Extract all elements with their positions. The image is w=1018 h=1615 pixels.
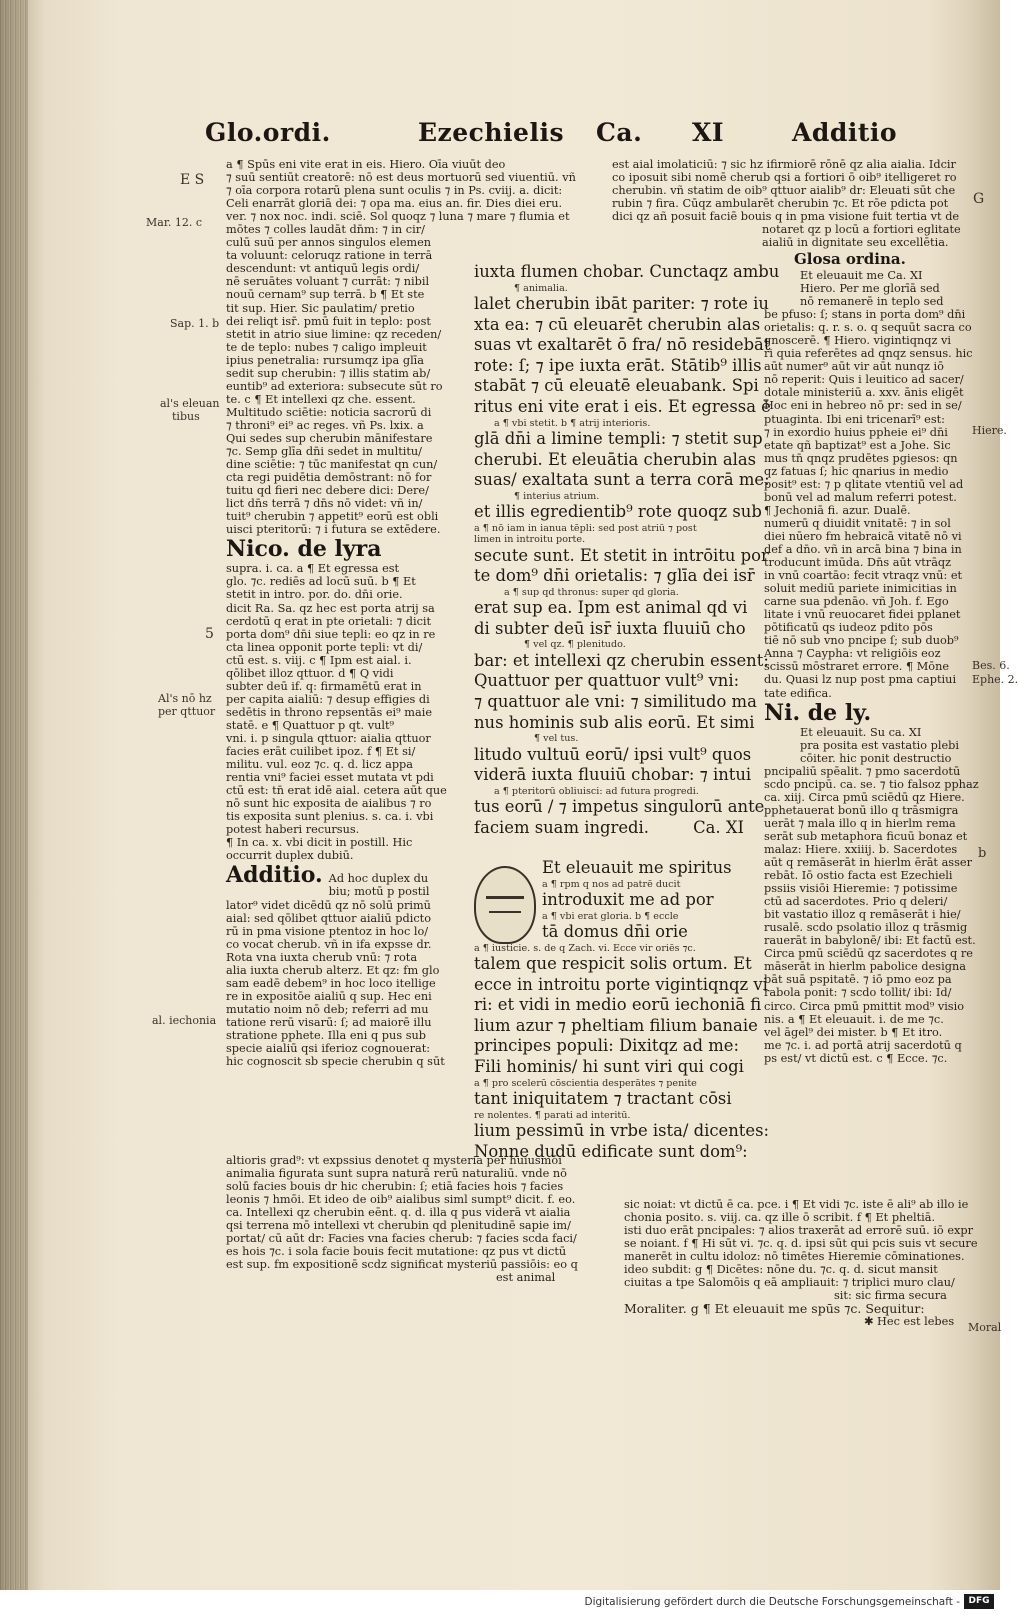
text-line: ideo subdit: g ¶ Dicētes: nōne du. ⁊c. q. d. sicut mansit: [624, 1263, 938, 1277]
main-text-line: talem que respicit solis ortum. Et: [474, 954, 752, 973]
text-line: statē. e ¶ Quattuor p qt. vult⁹: [226, 718, 395, 732]
text-line: qsi terrena mō intellexi vt cherubin qd plenitudinē sapie im/: [226, 1219, 571, 1233]
text-line: co vocat cherub. vñ in ifa expsse dr.: [226, 937, 432, 951]
text-line: tuitu qd fieri nec debere dici: Dere/: [226, 484, 429, 498]
text-line: ⁊ throni⁹ ei⁹ ac reges. vñ Ps. lxix. a: [226, 418, 424, 432]
main-text-line: tā domus dn̄i orie: [542, 922, 688, 941]
right-commentary-bottom: [624, 1198, 978, 1338]
main-text-line: te dom⁹ dn̄i orietalis: ⁊ glīa dei isr̄: [474, 566, 755, 586]
text-line: pssiis visiōi Hieremie: ⁊ potissime: [764, 882, 958, 896]
text-line: re in expositōe aialiū q sup. Hec eni: [226, 989, 432, 1003]
text-line: dici qz añ posuit faciē bouis q in pma visione fuit tertia vt de: [612, 210, 960, 224]
marginal-note: Mar. 12. c: [146, 216, 203, 229]
text-line: leonis ⁊ hmōi. Et ideo de oib⁹ aialibus siml sumpt⁹ dicit. f. eo.: [226, 1193, 576, 1207]
main-text-line: nus hominis sub alis eorū. Et simi: [474, 712, 755, 732]
text-line: cōiter. hic ponit destructio: [800, 751, 952, 765]
interlinear-gloss: a ¶ pro scelerū cōscientia desperātes ⁊ penite: [474, 1077, 697, 1089]
funding-credit: Digitalisierung gefördert durch die Deutsche Forschungsgemeinschaft -: [584, 1596, 960, 1608]
text-line: ta voluunt: celoruqz ratione in terrā: [226, 249, 433, 263]
main-text-line: stabāt ⁊ cū eleuatē eleuabank. Spi: [474, 376, 759, 396]
main-text-line: ⁊ quattuor ale vni: ⁊ similitudo ma: [474, 691, 757, 711]
main-text-line: suas vt exaltarēt ō fra/ nō residebāt: [474, 335, 771, 355]
text-line: dine sciētie: ⁊ tūc manifestat qn cun/: [226, 458, 438, 472]
text-line: me ⁊c. i. ad portā atrij sacerdotū q: [764, 1038, 962, 1052]
text-line: militu. vul. eoz ⁊c. q. d. licz appa: [226, 758, 414, 772]
text-line: scdo pncipū. ca. se. ⁊ tio falsoz pphaz: [764, 777, 979, 791]
text-line: ¶ In ca. x. vbi dicit in postill. Hic: [226, 836, 413, 850]
marginal-note: b: [978, 846, 987, 861]
marginal-note: tibus: [172, 410, 200, 423]
text-line: ptuaginta. Ibi eni tricenarī⁹ est:: [764, 412, 945, 426]
right-commentary-top: [612, 158, 972, 250]
interlinear-gloss: ¶ vel tus.: [534, 733, 579, 745]
text-line: malaz: Hiere. xxiiij. b. Sacerdotes: [764, 842, 958, 856]
text-line: sam eadē debem⁹ in hoc loco itellige: [226, 976, 436, 990]
text-line: isti duo erāt pncipales: ⁊ alios traxerāt ad errorē suū. iō expr: [624, 1224, 974, 1238]
text-line: tis exposita sunt plenius. s. ca. i. vbi: [226, 810, 434, 824]
text-line: dicit Ra. Sa. qz hec est porta atrij sa: [226, 601, 435, 615]
text-line: posit⁹ est: ⁊ p qlitate vtentiū vel ad: [764, 477, 964, 491]
text-line: rentia vni⁹ faciei esset mutata vt pdi: [226, 771, 434, 785]
text-line: mus tn̄ qnqz prudētes pgiesos: qn: [764, 451, 958, 465]
text-line: Hiero. Per me glorīā sed: [800, 282, 940, 296]
section-heading-glosa-ordinaria: Glosa ordina.: [794, 250, 906, 268]
text-line: sit: sic firma secura: [834, 1289, 947, 1303]
main-biblical-text-block-2: [474, 858, 769, 1198]
main-text-line: faciem suam ingredi.: [474, 817, 649, 837]
text-line: nouū cernam⁹ sup terrā. b ¶ Et ste: [226, 288, 425, 302]
text-line: sedit sup cherubin: ⁊ illis statim ab/: [226, 366, 431, 380]
main-text-line: Fili hominis/ hi sunt viri qui cogi: [474, 1056, 744, 1076]
interlinear-gloss: a ¶ iusticie. s. de q Zach. vi. Ecce vir oriēs ⁊c.: [474, 942, 696, 954]
text-line: se noiant. f ¶ Hi sūt vi. ⁊c. q. d. ipsi sūt qui pcis suis vt secure: [624, 1237, 978, 1251]
main-text-line: glā dn̄i a limine templi: ⁊ stetit sup: [474, 428, 763, 448]
header-chapter-number: XI: [692, 118, 725, 147]
text-line: numerū q diuidit vnitatē: ⁊ in sol: [764, 516, 951, 530]
interlinear-gloss: a ¶ vbi stetit. b ¶ atrij interioris.: [494, 417, 651, 429]
text-line: culū suū per annos singulos elemen: [226, 236, 432, 250]
text-line: qz fatuas ſ; hic qnarius in medio: [764, 464, 949, 478]
text-line: ctū est. s. viij. c ¶ Ipm est aial. i.: [226, 653, 412, 667]
text-line: ciuitas a tpe Salomōis q eā ampliauit: ⁊ triplici muro clau/: [624, 1276, 955, 1290]
text-line: pncipaliū spēalit. ⁊ pmo sacerdotū: [764, 764, 961, 778]
text-line: nis. a ¶ Et eleuauit. i. de me ⁊c.: [764, 1012, 944, 1026]
text-line: altioris grad⁹: vt expssius denotet q mysteria per huiusmōi: [226, 1154, 562, 1167]
text-line: bonū vel ad malum referri potest.: [764, 490, 957, 504]
footer-bar: [0, 1590, 1000, 1615]
text-line: ⁊c. Semp glīa dn̄i sedet in multitu/: [226, 445, 422, 459]
text-line: tit sup. Hier. Sic paulatim/ pretio: [226, 301, 415, 315]
marginal-note: Sap. 1. b: [170, 317, 220, 330]
text-line: Et eleuauit. Su ca. XI: [800, 725, 922, 739]
catchword: ✱ Hec est lebes: [864, 1315, 955, 1329]
text-line: aūt q remāserāt in hierlm ērāt asser: [764, 856, 972, 870]
main-biblical-text-block-1: [474, 262, 780, 857]
text-line: tatione rerū visarū: ſ; ad maiorē illu: [226, 1015, 432, 1029]
section-heading-nicolaus-de-lyra: Ni. de ly.: [764, 699, 872, 726]
text-line: stetit in intro. por. do. dn̄i orie.: [226, 588, 403, 602]
text-line: biu; motū p postil: [328, 885, 430, 899]
text-line: ctū ad sacerdotes. Prio q deleri/: [764, 895, 948, 909]
text-line: te. c ¶ Et intellexi qz che. essent.: [226, 392, 416, 406]
text-line: lict dn̄s terrā ⁊ dn̄s nō videt: vñ in/: [226, 497, 423, 511]
main-text-line: ri: et vidi in medio eorū iechoniā fi: [474, 995, 762, 1015]
header-left: Glo.ordi.: [205, 118, 331, 147]
main-text-line: litudo vultuū eorū/ ipsi vult⁹ quos: [474, 744, 752, 764]
text-line: troducunt imūda. Dn̄s aūt vtrāqz: [764, 556, 952, 570]
main-text-line: erat sup ea. Ipm est animal qd vi: [474, 598, 748, 618]
text-line: etate qñ baptizat⁹ est a Johe. Sic: [764, 438, 951, 452]
text-line: mōtes ⁊ colles laudāt dn̄m: ⁊ in cir/: [226, 223, 425, 237]
text-line: te de teplo: nubes ⁊ caligo impleuit: [226, 340, 427, 354]
main-text-line: cherubi. Et eleuātia cherubin alas: [474, 449, 757, 469]
header-chapter-label: Ca.: [596, 118, 643, 147]
text-line: est aial imolaticiū: ⁊ sic hz ifirmiorē rōnē qz alia aialia. Idcir: [612, 158, 956, 171]
text-line: es hois ⁊c. i sola facie bouis fecit mutatione: qz pus vt dictū: [226, 1245, 567, 1259]
interlinear-gloss: re nolentes. ¶ parati ad interitū.: [474, 1109, 631, 1121]
text-line: notaret qz p locū a fortiori eglitate: [762, 223, 961, 237]
text-line: Qui sedes sup cherubin mānifestare: [226, 431, 433, 445]
text-line: rusalē. scdo psolatio illoz q trāsmig: [764, 921, 968, 935]
main-text-line: secute sunt. Et stetit in intrōitu por: [474, 545, 769, 565]
text-line: cerdotū q erat in pte orietali: ⁊ dicit: [226, 614, 432, 628]
text-line: ¶ Jechoniā fi. azur. Dualē.: [764, 503, 911, 517]
text-line: aialiū in dignitate seu excellētia.: [762, 236, 949, 250]
main-text-line: lalet cherubin ibāt pariter: ⁊ rote iu: [474, 294, 769, 313]
text-line: manerēt in cultu idoloz: nō timētes Hieremie cōminationes.: [624, 1250, 965, 1264]
text-line: sic noiat: vt dictū ē ca. pce. i ¶ Et vidi ⁊c. iste ē ali⁹ ab illo ie: [624, 1198, 969, 1211]
text-line: animalia figurata sunt supra naturā rerū naturaliū. vnde nō: [226, 1167, 567, 1181]
text-line: cherubin. vñ statim de oib⁹ qttuor aialib⁹ dr: Eleuati sūt che: [612, 184, 956, 198]
dfg-logo: DFG: [964, 1594, 994, 1609]
text-line: bāt suā pspitatē. ⁊ iō pmo eoz pa: [764, 973, 952, 987]
text-line: serāt sub metaphora ficuū bonaz et: [764, 829, 968, 843]
text-line: ps est/ vt dictū est. c ¶ Ecce. ⁊c.: [764, 1051, 948, 1065]
header-right: Additio: [792, 118, 898, 147]
text-line: Hoc eni in hebreo nō pr: sed in se/: [764, 399, 962, 413]
text-line: stetit in atrio siue limine: qz receden/: [226, 327, 442, 341]
text-line: rubin ⁊ fira. Cūqz ambularēt cherubin ⁊c. Et rōe pdicta pot: [612, 197, 949, 211]
text-line: gnoscerē. ¶ Hiero. vigintiqnqz vi: [764, 334, 952, 348]
text-line: in vnū coartāo: fecit vtraqz vnū: et: [764, 569, 963, 583]
right-commentary-column: [764, 250, 979, 1310]
marginal-note: Bes. 6.: [972, 659, 1010, 672]
text-line: supra. i. ca. a ¶ Et egressa est: [226, 562, 400, 576]
interlinear-gloss: ¶ animalia.: [514, 282, 568, 294]
section-heading-additio: Additio.: [226, 862, 323, 889]
text-line: mutatio noim nō deb; referri ad mu: [226, 1002, 429, 1016]
text-line: pra posita est vastatio plebi: [800, 738, 959, 752]
text-line: uerāt ⁊ mala illo q in hierlm rema: [764, 816, 956, 830]
interlinear-gloss: a ¶ pteritorū obliuisci: ad futura progredi.: [494, 785, 699, 797]
text-line: qōlibet illoz qttuor. d ¶ Q vidi: [226, 666, 394, 680]
marginal-note: Al's nō hz: [158, 692, 212, 705]
main-text-line: introduxit me ad por: [542, 890, 714, 909]
interlinear-gloss: limen in introitu porte.: [474, 534, 586, 546]
main-text-line: xta ea: ⁊ cū eleuarēt cherubin alas: [474, 314, 761, 334]
book-page-edge: [0, 0, 28, 1590]
text-line: Et eleuauit me Ca. XI: [800, 269, 923, 282]
chapter-mark: Ca. XI: [693, 817, 744, 837]
text-line: soluit mediū pariete inimicitias in: [764, 582, 957, 596]
text-line: def a dn̄o. vñ in arcā bina ⁊ bina in: [764, 542, 962, 556]
main-text-line: rote: ſ; ⁊ ipe iuxta erāt. Stātib⁹ illis: [474, 355, 762, 375]
marginal-note: G: [973, 191, 985, 207]
text-line: vel āgel⁹ dei mister. b ¶ Et itro.: [764, 1025, 943, 1039]
main-text-line: Quattuor per quattuor vult⁹ vni:: [474, 671, 740, 691]
section-heading-nico-de-lyra: Nico. de lyra: [226, 536, 382, 563]
text-line: potest haberi recursus.: [226, 823, 360, 837]
text-line: stratione pphete. Illa eni q pus sub: [226, 1029, 427, 1042]
text-line: Celi enarrāt gloriā dei: ⁊ opa ma. eius an. fir. Dies diei eru.: [226, 197, 563, 211]
text-line: occurrit duplex dubiū.: [226, 849, 354, 863]
main-text-line: bar: et intellexi qz cherubin essent:: [474, 650, 769, 670]
text-line: uisci pteritorū: ⁊ i futura se extēdere.: [226, 523, 441, 537]
text-line: diei nūero fm hebraicā vitatē nō vi: [764, 529, 962, 543]
text-line: Multitudo sciētie: noticia sacrorū di: [226, 405, 432, 419]
text-line: descendunt: vt antiquū legis ordi/: [226, 262, 420, 276]
text-line: a ¶ Spūs eni vite erat in eis. Hiero. Oīa viuūt deo: [226, 158, 506, 171]
marginal-note: al. iechonia: [152, 1014, 217, 1027]
text-line: bit vastatio illoz q remāserāt i hie/: [764, 908, 961, 922]
marginal-note: Moral: [968, 1321, 1002, 1334]
text-line: solū facies bouis dr hic cherubin: ſ; etiā facies hois ⁊ facies: [226, 1180, 564, 1194]
marginal-note: Ephe. 2.: [972, 673, 1018, 686]
text-line: facies erāt cuilibet ipoz. f ¶ Et si/: [226, 745, 416, 759]
text-line: glo. ⁊c. rediēs ad locū suū. b ¶ Et: [226, 575, 416, 589]
text-line: litate i vnū reuocaret fidei pplanet: [764, 608, 961, 622]
text-line: ctū est: tn̄ erat idē aial. cetera aūt que: [226, 784, 447, 798]
text-line: specie aialiū qsi iferioz cognouerat:: [226, 1042, 431, 1056]
text-line: rabola ponit: ⁊ scdo tollit/ ibi: Id/: [764, 986, 952, 1000]
text-line: Circa pmū sciēdū qz sacerdotes q re: [764, 947, 973, 961]
text-line: cta regi puidētia demōstrant: nō for: [226, 471, 432, 485]
text-line: ca. Intellexi qz cherubin eēnt. q. d. illa q pus viderā vt aialia: [226, 1206, 571, 1220]
main-text-line: suas/ exaltata sunt a terra corā me:: [474, 470, 770, 490]
main-text-line: viderā iuxta fluuiū chobar: ⁊ intui: [474, 765, 752, 785]
text-line: ipius penetralia: rursumqz ipa glīa: [226, 353, 425, 367]
marginal-note: per qttuor: [158, 705, 216, 718]
text-line: ⁊ oīa corpora rotarū plena sunt oculis ⁊ in Ps. cviij. a. dicit:: [226, 184, 563, 198]
main-text-line: di subter deū isr̄ iuxta fluuiū cho: [474, 618, 746, 638]
text-line: tate edifica.: [764, 686, 832, 700]
main-text-line: lium pessimū in vrbe ista/ dicentes:: [474, 1120, 769, 1140]
text-line: est animal: [496, 1271, 556, 1285]
text-line: alia iuxta cherub alterz. Et qz: fm glo: [226, 963, 440, 977]
interlinear-gloss: a ¶ rpm q nos ad patrē ducit: [542, 878, 681, 890]
marginal-note: 5: [205, 626, 214, 642]
text-line: co iposuit sibi nomē cherub qsi a fortiori ō oib⁹ itelligeret ro: [612, 171, 957, 185]
interlinear-gloss: a ¶ nō iam in ianua tēpli: sed post atriū ⁊ post: [474, 522, 697, 534]
text-line: Ad hoc duplex du: [328, 872, 429, 886]
text-line: aūt numer⁹ aūt vir aūt nunqz iō: [764, 360, 944, 374]
text-line: nē seruātes voluant ⁊ currāt: ⁊ nibil: [226, 275, 430, 289]
text-line: scissū mōstraret errore. ¶ Mōne: [764, 660, 950, 674]
marginal-note: E S: [180, 172, 205, 188]
interlinear-gloss: a ¶ vbi erat gloria. b ¶ eccle: [542, 910, 679, 922]
text-line: ca. xiij. Circa pmū sciēdū qz Hiere.: [764, 790, 965, 804]
text-line: chonia posito. s. viij. ca. qz ille ō scribit. f ¶ Et pheltiā.: [624, 1211, 936, 1225]
main-text-line: principes populi: Dixitqz ad me:: [474, 1036, 740, 1056]
text-line: rauerāt in babylonē/ ibi: Et factū est.: [764, 934, 976, 948]
marginal-note: al's eleuan: [160, 397, 220, 410]
main-text-line: Et eleuauit me spiritus: [542, 858, 732, 877]
header-book: Ezechielis: [418, 118, 565, 147]
interlinear-gloss: ¶ interius atrium.: [514, 490, 600, 502]
text-line: ver. ⁊ nox noc. indi. sciē. Sol quoqz ⁊ luna ⁊ mare ⁊ flumia et: [226, 210, 570, 224]
text-line: est sup. fm expositionē scdz significat mysteriū passiōis: eo q: [226, 1258, 578, 1272]
text-line: rū in pma visione ptentoz in hoc lo/: [226, 924, 429, 938]
text-line: lator⁹ videt dicēdū qz nō solū primū: [226, 898, 431, 912]
text-line: ri quia referētes ad qnqz sensus. hic: [764, 347, 973, 361]
main-text-line: ritus eni vite erat i eis. Et egressa ē: [474, 396, 771, 416]
text-line: nō remanerē in teplo sed: [800, 295, 944, 309]
main-text-line: ecce in introitu porte vigintiqnqz vi: [474, 974, 768, 994]
text-line: aial: sed qōlibet qttuor aialiū pdicto: [226, 911, 432, 925]
text-line: pōtificatū qs iudeoz pdito pōs: [764, 621, 933, 635]
text-line: ⁊ in exordio huius ppheie ei⁹ dn̄i: [764, 425, 948, 439]
text-line: circo. Circa pmū pmittit mod⁹ visio: [764, 999, 965, 1013]
text-line: cta linea opponit porte tepli: vt di/: [226, 640, 423, 654]
text-line: euntib⁹ ad exteriora: subsecute sūt ro: [226, 379, 443, 393]
text-line: dotale ministeriū a. xxv. ānis eligēt: [764, 386, 964, 400]
text-line: sedētis in throno repsentās ei⁹ maie: [226, 705, 433, 719]
text-line: pphetauerat bonū illo q trāsmigra: [764, 803, 959, 817]
text-line: Anna ⁊ Caypha: vt religiōis eoz: [764, 647, 941, 661]
marginal-note: Hiere.: [972, 424, 1007, 437]
text-line: du. Quasi lz nup post pma captiui: [764, 673, 957, 687]
text-line: orietalis: q. r. s. o. q sequūt sacra co: [764, 321, 972, 335]
text-line: portat/ cū aūt dr: Facies vna facies cherub: ⁊ facies scda faci/: [226, 1232, 577, 1246]
text-line: carne sua pdenāo. vñ Joh. f. Ego: [764, 595, 949, 609]
text-line: Rota vna iuxta cherub vnū: ⁊ rota: [226, 950, 418, 964]
text-line: porta dom⁹ dn̄i siue tepli: eo qz in re: [226, 627, 436, 641]
interlinear-gloss: a ¶ sup qd thronus: super qd gloria.: [504, 586, 679, 598]
text-line: ⁊ suū sentiūt creatorē: nō est deus mortuorū sed viuentiū. vñ: [226, 171, 576, 185]
text-line: vni. i. p singula qttuor: aialia qttuor: [226, 731, 431, 745]
main-text-line: tus eorū / ⁊ impetus singulorū ante: [474, 797, 765, 817]
text-line: dei reliqt isr̄. pmū fuit in teplo: post: [226, 314, 431, 328]
text-line: nō sunt hic exposita de aialibus ⁊ ro: [226, 797, 432, 811]
text-line: tiē nō sub vno pncipe ſ; sub duob⁹: [764, 634, 959, 648]
text-line: rebāt. Iō ostio facta est Ezechieli: [764, 869, 953, 883]
moraliter-line: Moraliter. g ¶ Et eleuauit me spūs ⁊c. Sequitur:: [624, 1301, 925, 1317]
main-text-line: et illis egredientib⁹ rote quoqz sub: [474, 502, 762, 522]
text-line: nō reperit: Quis i leuitico ad sacer/: [764, 373, 964, 387]
text-line: tuit⁹ cherubin ⁊ appetit⁹ eorū est obli: [226, 510, 439, 524]
main-text-line: Nonne dudū edificate sunt dom⁹:: [474, 1141, 748, 1161]
main-text-line: iuxta flumen chobar. Cunctaqz ambu: [474, 262, 780, 281]
interlinear-gloss: ¶ vel qz. ¶ plenitudo.: [524, 639, 626, 651]
text-line: be pfuso: ſ; stans in porta dom⁹ dn̄i: [764, 308, 966, 322]
main-text-line: lium azur ⁊ pheltiam filium banaie: [474, 1015, 758, 1035]
text-line: hic cognoscit sb specie cherubin q sūt: [226, 1055, 445, 1069]
text-line: per capita aialiū: ⁊ desup effigies di: [226, 692, 430, 706]
text-line: māserāt in hierlm pabolice designa: [764, 960, 966, 974]
main-text-line: tant iniquitatem ⁊ tractant cōsi: [474, 1088, 732, 1108]
text-line: subter deū if. q: firmamētū erat in: [226, 679, 422, 693]
